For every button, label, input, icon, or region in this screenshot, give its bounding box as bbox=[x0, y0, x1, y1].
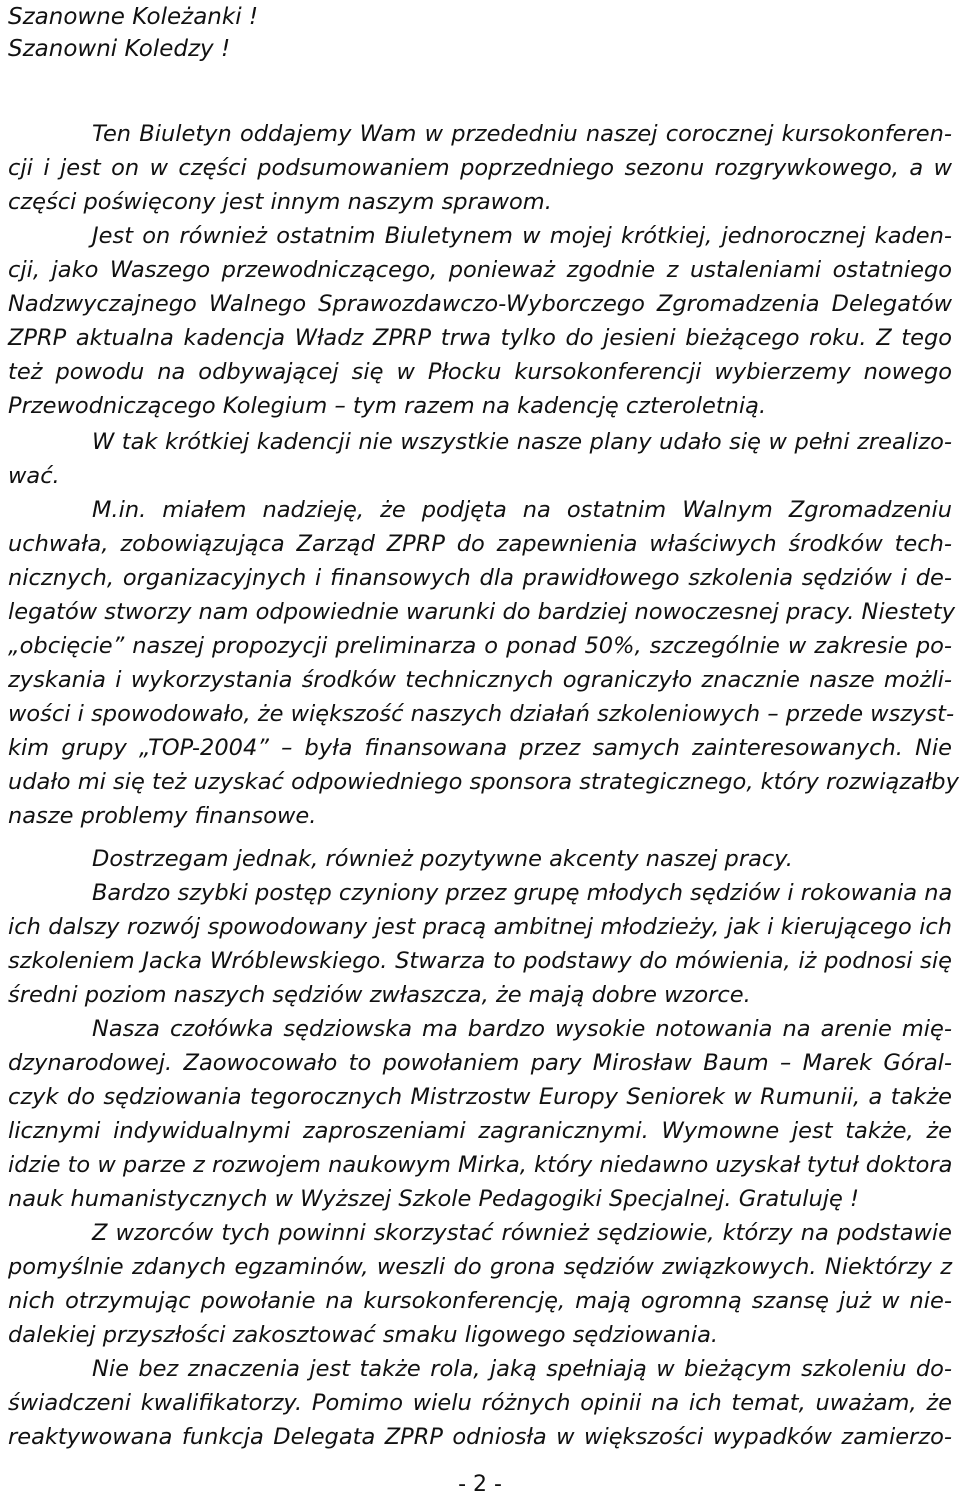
text-line: dalekiej przyszłości zakosztować smaku ligowego sędziowania. bbox=[8, 1322, 719, 1348]
text-line: Ten Biuletyn oddajemy Wam w przededniu naszej corocznej kursokonferen- bbox=[92, 121, 952, 147]
text-line: czyk do sędziowania tegorocznych Mistrzostw Europy Seniorek w Rumunii, a także bbox=[8, 1084, 952, 1110]
text-line: licznymi indywidualnymi zaproszeniami zagranicznymi. Wymowne jest także, że bbox=[8, 1118, 952, 1144]
text-line: Dostrzegam jednak, również pozytywne akcenty naszej pracy. bbox=[92, 846, 793, 872]
text-line: uchwała, zobowiązująca Zarząd ZPRP do zapewnienia właściwych środków tech- bbox=[8, 531, 952, 557]
text-line: cji i jest on w części podsumowaniem poprzedniego sezonu rozgrywkowego, a w bbox=[8, 155, 952, 181]
text-line: nich otrzymując powołanie na kursokonferencję, mają ogromną szansę już w nie- bbox=[8, 1288, 952, 1314]
text-line: nasze problemy finansowe. bbox=[8, 803, 317, 829]
text-line: Nadzwyczajnego Walnego Sprawozdawczo-Wyborczego Zgromadzenia Delegatów bbox=[8, 291, 952, 317]
text-line: Bardzo szybki postęp czyniony przez grupę młodych sędziów i rokowania na bbox=[92, 880, 953, 906]
text-line: też powodu na odbywającej się w Płocku kursokonferencji wybierzemy nowego bbox=[8, 359, 952, 385]
text-line: kim grupy „TOP-2004” – była finansowana przez samych zainteresowanych. Nie bbox=[8, 735, 952, 761]
text-line: ZPRP aktualna kadencja Władz ZPRP trwa tylko do jesieni bieżącego roku. Z tego bbox=[8, 325, 952, 351]
text-line: ich dalszy rozwój spowodowany jest pracą ambitnej młodzieży, jak i kierującego ich bbox=[8, 914, 952, 940]
text-line: wości i spowodowało, że większość naszych działań szkoleniowych – przede wszyst- bbox=[8, 701, 955, 727]
text-line: udało mi się też uzyskać odpowiedniego sponsora strategicznego, który rozwiązałby bbox=[8, 769, 959, 795]
text-line: M.in. miałem nadzieję, że podjęta na ostatnim Walnym Zgromadzeniu bbox=[92, 497, 952, 523]
text-line: części poświęcony jest innym naszym sprawom. bbox=[8, 189, 552, 215]
text-line: dzynarodowej. Zaowocowało to powołaniem pary Mirosław Baum – Marek Góral- bbox=[8, 1050, 952, 1076]
text-line: W tak krótkiej kadencji nie wszystkie nasze plany udało się w pełni zrealizo- bbox=[92, 429, 952, 455]
greeting-line: Szanowne Koleżanki ! bbox=[8, 4, 259, 30]
text-line: idzie to w parze z rozwojem naukowym Mirka, który niedawno uzyskał tytuł doktora bbox=[8, 1152, 953, 1178]
text-line: wać. bbox=[8, 463, 60, 489]
text-line: zyskania i wykorzystania środków technicznych ograniczyło znacznie nasze możli- bbox=[8, 667, 952, 693]
greeting-line: Szanowni Koledzy ! bbox=[8, 36, 231, 62]
text-line: Jest on również ostatnim Biuletynem w mojej krótkiej, jednorocznej kaden- bbox=[92, 223, 952, 249]
text-line: średni poziom naszych sędziów zwłaszcza, że mają dobre wzorce. bbox=[8, 982, 751, 1008]
text-line: nauk humanistycznych w Wyższej Szkole Pedagogiki Specjalnej. Gratuluję ! bbox=[8, 1186, 860, 1212]
text-line: legatów stworzy nam odpowiednie warunki do bardziej nowoczesnej pracy. Niestety bbox=[8, 599, 956, 625]
text-line: Przewodniczącego Kolegium – tym razem na kadencję czteroletnią. bbox=[8, 393, 767, 419]
text-line: świadczeni kwalifikatorzy. Pomimo wielu różnych opinii na ich temat, uważam, że bbox=[8, 1390, 952, 1416]
text-line: Nasza czołówka sędziowska ma bardzo wysokie notowania na arenie mię- bbox=[92, 1016, 952, 1042]
text-line: „obcięcie” naszej propozycji preliminarza o ponad 50%, szczególnie w zakresie po- bbox=[8, 633, 952, 659]
text-line: nicznych, organizacyjnych i finansowych dla prawidłowego szkolenia sędziów i de- bbox=[8, 565, 952, 591]
text-line: reaktywowana funkcja Delegata ZPRP odniosła w większości wypadków zamierzo- bbox=[8, 1424, 952, 1450]
text-line: szkoleniem Jacka Wróblewskiego. Stwarza to podstawy do mówienia, iż podnosi się bbox=[8, 948, 952, 974]
text-line: Nie bez znaczenia jest także rola, jaką spełniają w bieżącym szkoleniu do- bbox=[92, 1356, 952, 1382]
text-line: pomyślnie zdanych egzaminów, weszli do grona sędziów związkowych. Niektórzy z bbox=[8, 1254, 952, 1280]
text-line: cji, jako Waszego przewodniczącego, ponieważ zgodnie z ustaleniami ostatniego bbox=[8, 257, 952, 283]
page-number: - 2 - bbox=[458, 1472, 502, 1497]
text-line: Z wzorców tych powinni skorzystać również sędziowie, którzy na podstawie bbox=[92, 1220, 952, 1246]
